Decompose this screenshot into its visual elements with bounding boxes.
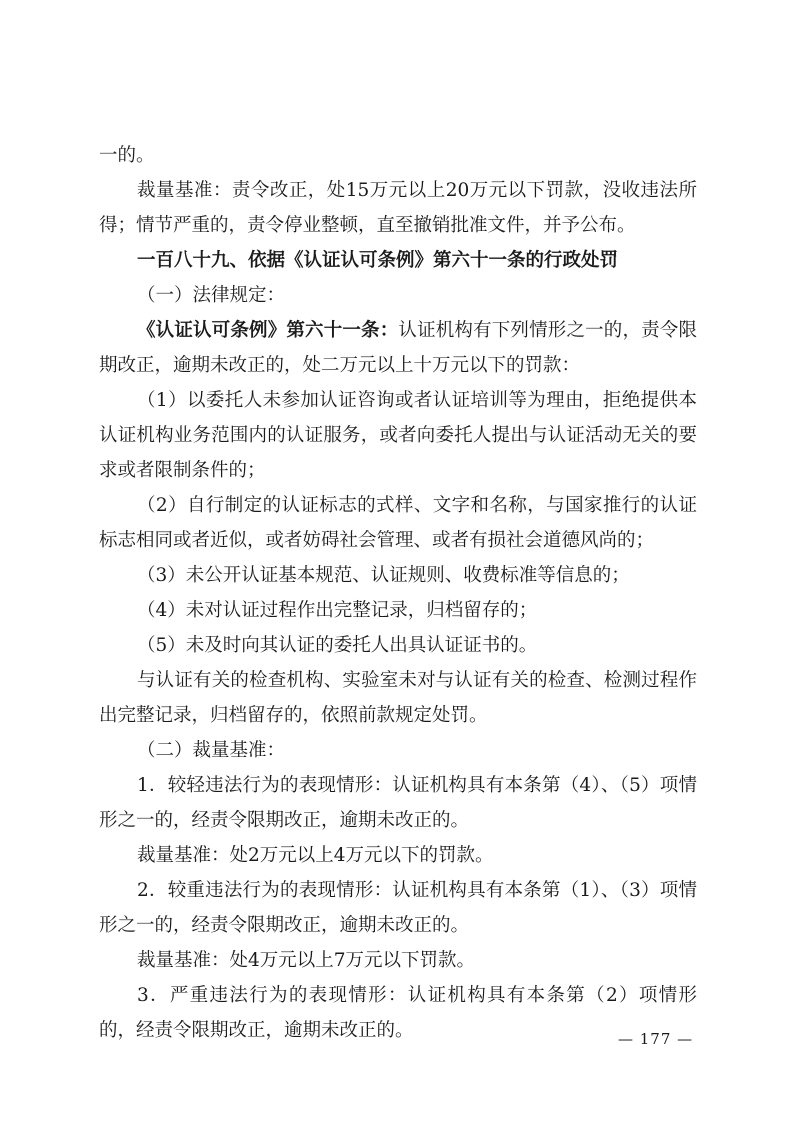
paragraph-severe-violation: 3．严重违法行为的表现情形：认证机构具有本条第（2）项情形的，经责令限期改正，逾期未改正的。 (99, 985, 697, 1041)
article-text: 认证机构有下列情形之一的，责令限期改正，逾期未改正的，处二万元以上十万元以下的罚款： (99, 320, 697, 376)
paragraph-minor-penalty: 裁量基准：处2万元以上4万元以下的罚款。 (137, 845, 494, 866)
paragraph-discretion-standard: 裁量基准：责令改正，处15万元以上20万元以下罚款，没收违法所得；情节严重的，责令停业整顿，直至撤销批准文件，并予公布。 (99, 180, 697, 236)
article-reference: 《认证认可条例》第六十一条： (137, 320, 399, 341)
list-item-5: （5）未及时向其认证的委托人出具认证证书的。 (137, 635, 538, 656)
paragraph-inspection-labs: 与认证有关的检查机构、实验室未对与认证有关的检查、检测过程作出完整记录，归档留存的，依照前款规定处罚。 (99, 670, 697, 726)
document-body (99, 138, 697, 1048)
subsection-legal-provisions: （一）法律规定： (137, 285, 286, 306)
page-number: — 177 — (618, 1030, 694, 1048)
paragraph-serious-penalty: 裁量基准：处4万元以上7万元以下罚款。 (137, 950, 476, 971)
paragraph-serious-violation: 2．较重违法行为的表现情形：认证机构具有本条第（1）、（3）项情形之一的，经责令限期改正，逾期未改正的。 (99, 880, 697, 936)
list-item-1: （1）以委托人未参加认证咨询或者认证培训等为理由，拒绝提供本认证机构业务范围内的认证服务，或者向委托人提出与认证活动无关的要求或者限制条件的； (99, 390, 697, 481)
list-item-3: （3）未公开认证基本规范、认证规则、收费标准等信息的； (137, 565, 630, 586)
list-item-2: （2）自行制定的认证标志的式样、文字和名称，与国家推行的认证标志相同或者近似，或者妨碍社会管理、或者有损社会道德风尚的； (99, 495, 697, 551)
paragraph-minor-violation: 1．较轻违法行为的表现情形：认证机构具有本条第（4）、（5）项情形之一的，经责令限期改正，逾期未改正的。 (99, 775, 697, 831)
section-heading: 一百八十九、依据《认证认可条例》第六十一条的行政处罚 (137, 250, 619, 271)
list-item-4: （4）未对认证过程作出完整记录，归档留存的； (137, 600, 538, 621)
subsection-discretion-standards: （二）裁量基准： (137, 740, 286, 761)
paragraph-article-61 (99, 313, 697, 383)
paragraph-continuation: 一的。 (99, 145, 155, 166)
